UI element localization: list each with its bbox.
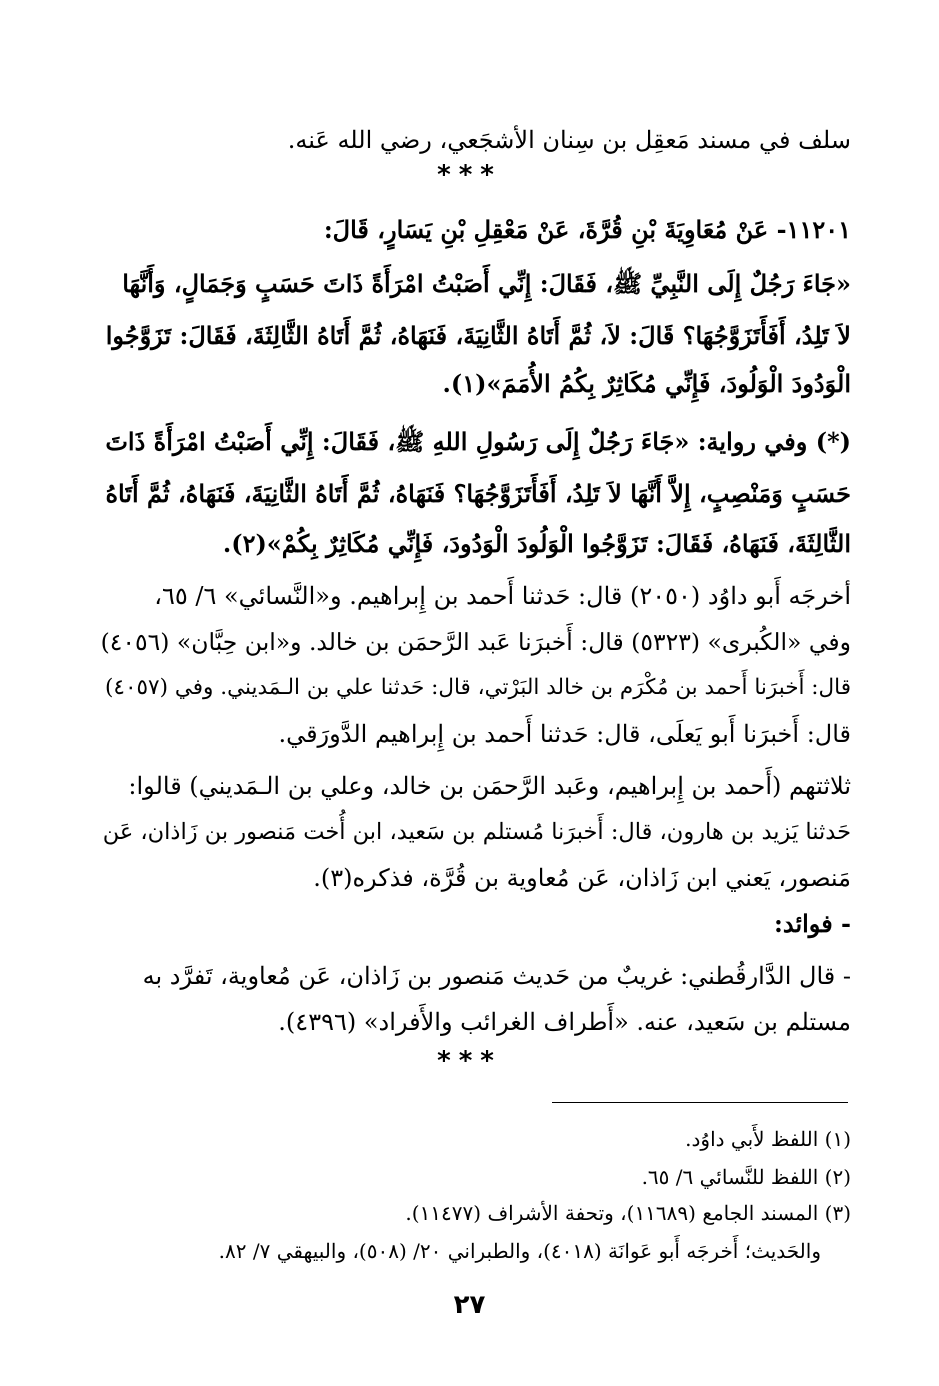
takhrij-line: قال: أَخبرَنا أَبو يَعلَى، قال: حَدثنا أَحمد بن إِبراهيم الدَّورَقي.: [278, 720, 851, 748]
chain-line: ثلاثتهم (أَحمد بن إِبراهيم، وعَبد الرَّحمَن بن خالد، وعلي بن الـمَديني) قالوا:: [128, 772, 851, 800]
fawaid-heading: - فوائد:: [774, 909, 851, 938]
riwaya-line: الثَّالِثَةَ، فَنَهَاهُ، فَقَالَ: تَزَوَّجُوا الْوَلُودَ الْوَدُودَ، فَإِنِّي مُكَاثِرٌ بِكُمْ»(٢).: [222, 529, 851, 558]
hadith-number-line: ١١٢٠١- عَنْ مُعَاوِيَةَ بْنِ قُرَّةَ، عَنْ مَعْقِلِ بْنِ يَسَارٍ، قَالَ:: [323, 215, 851, 244]
fawaid-line: مستلم بن سَعيد، عنه. «أَطراف الغرائب والأَفراد» (٤٣٩٦).: [278, 1008, 851, 1036]
footnote: والحَديث؛ أَخرجَه أَبو عَوانَة (٤٠١٨)، والطبراني ٢٠/ (٥٠٨)، والبيهقي ٧/ ٨٢.: [218, 1239, 821, 1263]
footnote: (٣) المسند الجامع (١١٦٨٩)، وتحفة الأشراف (١١٤٧٧).: [405, 1201, 851, 1225]
page-number: ٢٧: [453, 1290, 486, 1320]
separator-stars: ***: [437, 1046, 502, 1076]
footnote: (٢) اللفظ للنَّسائي ٦/ ٦٥.: [641, 1165, 851, 1189]
takhrij-line: قال: أَخبرَنا أَحمد بن مُكْرَم بن خالد البَرْتي، قال: حَدثنا علي بن الـمَديني. وفي (٤٠٥٧): [105, 675, 851, 700]
takhrij-line: أخرجَه أَبو داوُد (٢٠٥٠) قال: حَدثنا أَحمد بن إِبراهيم. و«النَّسائي» ٦/ ٦٥،: [154, 582, 851, 610]
footnote-divider: [552, 1102, 848, 1103]
riwaya-line: (*) وفي رواية: «جَاءَ رَجُلٌ إِلَى رَسُولِ اللهِ ﷺ، فَقَالَ: إِنِّي أَصَبْتُ امْرَأَةً ذَاتَ: [105, 427, 851, 456]
fawaid-line: - قال الدَّارقُطني: غريبٌ من حَديث مَنصور بن زَاذان، عَن مُعاوية، تَفرَّد به: [142, 962, 851, 990]
riwaya-line: حَسَبٍ وَمَنْصِبٍ، إِلاَّ أَنَّهَا لاَ تَلِدُ، أَفَأَتَزَوَّجُهَا؟ فَنَهَاهُ، ثُمَّ أَتَاهُ الثَّانِيَةَ، فَنَهَاهُ، ثُمَّ أَتَاهُ: [105, 479, 851, 508]
hadith-text-line: لاَ تَلِدُ، أَفَأَتَزَوَّجُهَا؟ قَالَ: لاَ، ثُمَّ أَتَاهُ الثَّانِيَةَ، فَنَهَاهُ، ثُمَّ أَتَاهُ الثَّالِثَةَ، فَقَالَ: تَزَوَّجُوا: [105, 321, 851, 350]
hadith-text-line: «جَاءَ رَجُلٌ إِلَى النَّبِيِّ ﷺ، فَقَالَ: إِنِّي أَصَبْتُ امْرَأَةً ذَاتَ حَسَبٍ وَجَمَالٍ، وَأَنَّهَا: [122, 269, 851, 298]
hadith-text-line: الْوَدُودَ الْوَلُودَ، فَإِنِّي مُكَاثِرٌ بِكُمُ الأُمَمَ»(١).: [442, 369, 851, 398]
footnote: (١) اللفظ لأَبي داوُد.: [685, 1127, 851, 1151]
separator-stars: ***: [437, 160, 502, 190]
chain-line: حَدثنا يَزيد بن هارون، قال: أَخبرَنا مُستلم بن سَعيد، ابن أُخت مَنصور بن زَاذان، عَن: [102, 819, 851, 845]
intro-line: سلف في مسند مَعقِل بن سِنان الأشجَعي، رضي الله عَنه.: [287, 126, 851, 154]
takhrij-line: وفي «الكُبرى» (٥٣٢٣) قال: أَخبرَنا عَبد الرَّحمَن بن خالد. و«ابن حِبَّان» (٤٠٥٦): [100, 628, 851, 656]
chain-line: مَنصور، يَعني ابن زَاذان، عَن مُعاوية بن قُرَّة، فذكره(٣).: [313, 864, 851, 892]
